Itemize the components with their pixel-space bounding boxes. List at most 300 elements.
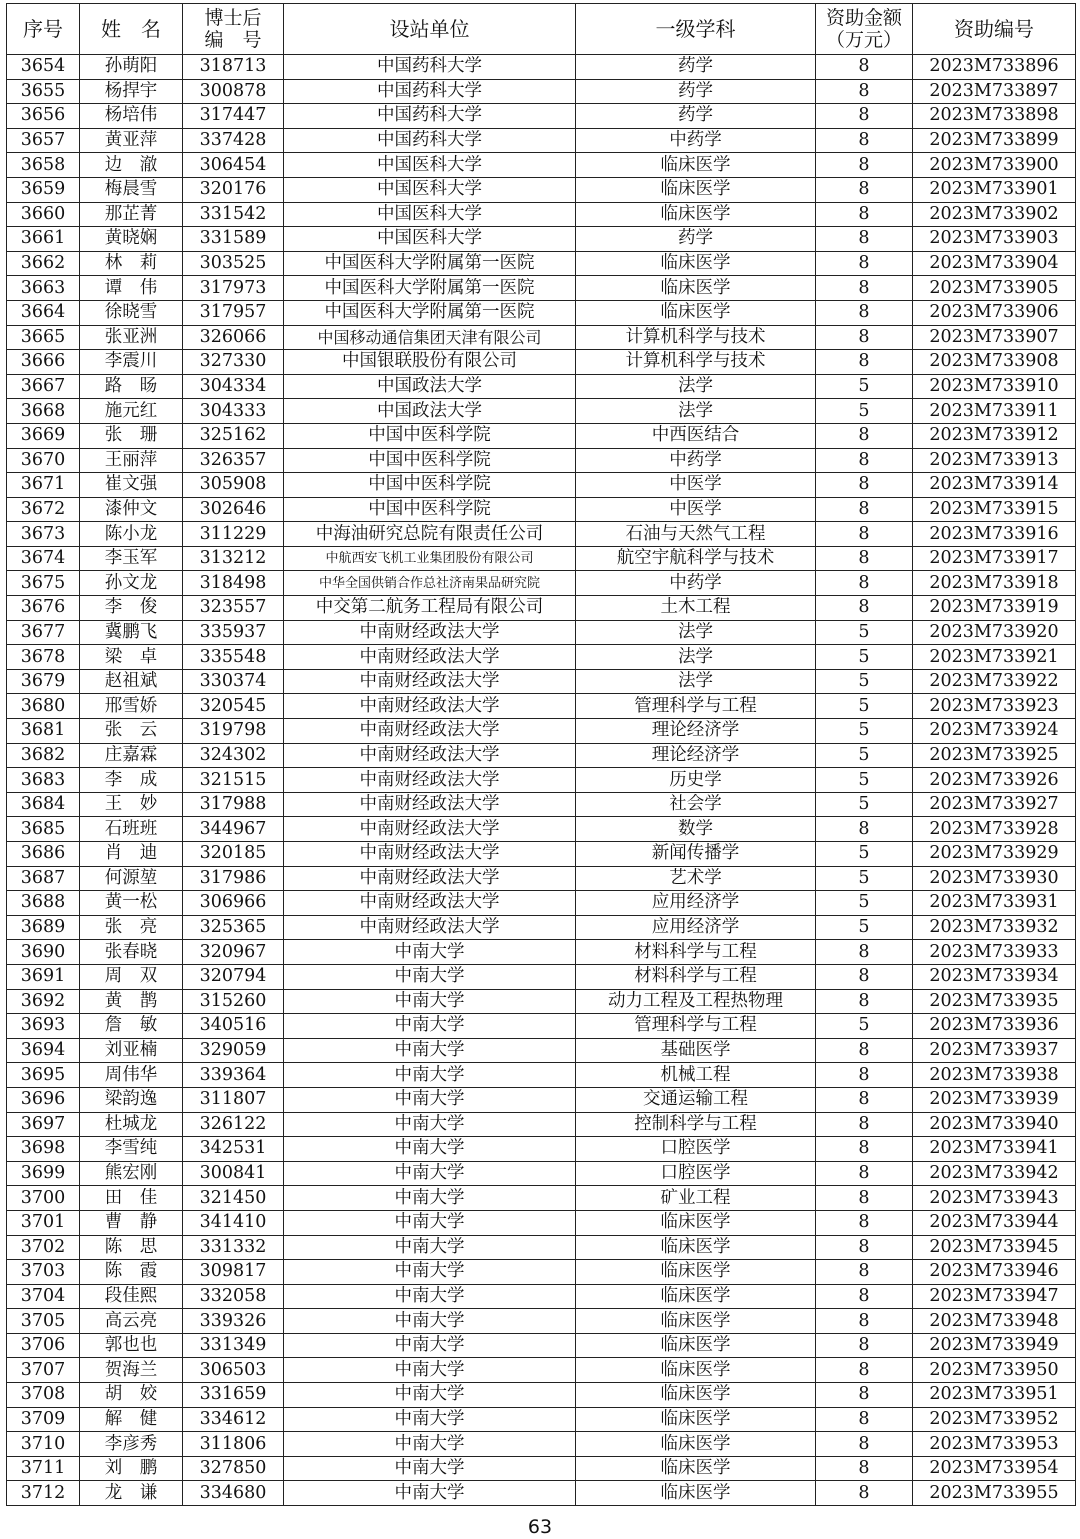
cell-unit: 中南财经政法大学	[284, 694, 576, 719]
cell-seq: 3695	[7, 1063, 80, 1088]
cell-seq: 3691	[7, 964, 80, 989]
cell-name: 李彦秀	[80, 1432, 183, 1457]
cell-postdoc-number: 305908	[183, 473, 284, 498]
cell-subject: 临床医学	[576, 1235, 816, 1260]
cell-amount: 8	[816, 350, 913, 375]
cell-name: 李震川	[80, 350, 183, 375]
cell-unit: 中南大学	[284, 1407, 576, 1432]
cell-seq: 3708	[7, 1383, 80, 1408]
page-number: 63	[527, 1516, 553, 1538]
cell-seq: 3710	[7, 1432, 80, 1457]
cell-grant-number: 2023M733936	[913, 1014, 1076, 1039]
cell-subject: 中西医结合	[576, 423, 816, 448]
cell-grant-number: 2023M733943	[913, 1186, 1076, 1211]
cell-seq: 3664	[7, 300, 80, 325]
cell-grant-number: 2023M733937	[913, 1038, 1076, 1063]
cell-unit: 中南大学	[284, 1235, 576, 1260]
cell-subject: 法学	[576, 645, 816, 670]
cell-grant-number: 2023M733949	[913, 1333, 1076, 1358]
cell-subject: 临床医学	[576, 1210, 816, 1235]
table-row	[7, 276, 1076, 301]
cell-subject: 基础医学	[576, 1038, 816, 1063]
cell-seq: 3698	[7, 1137, 80, 1162]
table-row	[7, 1481, 1076, 1506]
table-row	[7, 743, 1076, 768]
cell-subject: 法学	[576, 399, 816, 424]
table-row	[7, 546, 1076, 571]
cell-name: 张春晓	[80, 940, 183, 965]
cell-name: 贺海兰	[80, 1358, 183, 1383]
cell-seq: 3660	[7, 202, 80, 227]
cell-postdoc-number: 303525	[183, 251, 284, 276]
cell-amount: 5	[816, 374, 913, 399]
table-row	[7, 817, 1076, 842]
cell-unit: 中南财经政法大学	[284, 719, 576, 744]
cell-seq: 3712	[7, 1481, 80, 1506]
cell-grant-number: 2023M733934	[913, 964, 1076, 989]
cell-unit: 中南大学	[284, 940, 576, 965]
cell-grant-number: 2023M733920	[913, 620, 1076, 645]
cell-grant-number: 2023M733942	[913, 1161, 1076, 1186]
cell-amount: 8	[816, 153, 913, 178]
cell-unit: 中南财经政法大学	[284, 891, 576, 916]
cell-grant-number: 2023M733944	[913, 1210, 1076, 1235]
cell-amount: 8	[816, 177, 913, 202]
cell-name: 黄亚萍	[80, 128, 183, 153]
cell-name: 郭也也	[80, 1333, 183, 1358]
cell-name: 杨培伟	[80, 104, 183, 129]
cell-grant-number: 2023M733901	[913, 177, 1076, 202]
cell-subject: 临床医学	[576, 1432, 816, 1457]
cell-postdoc-number: 326357	[183, 448, 284, 473]
cell-postdoc-number: 325162	[183, 423, 284, 448]
cell-grant-number: 2023M733954	[913, 1456, 1076, 1481]
header-postdoc-number-line1: 博士后	[204, 7, 262, 29]
cell-seq: 3667	[7, 374, 80, 399]
cell-grant-number: 2023M733952	[913, 1407, 1076, 1432]
cell-unit: 中国医科大学附属第一医院	[284, 251, 576, 276]
cell-name: 漆仲文	[80, 497, 183, 522]
cell-unit: 中交第二航务工程局有限公司	[284, 596, 576, 621]
cell-grant-number: 2023M733897	[913, 79, 1076, 104]
table-row	[7, 325, 1076, 350]
cell-postdoc-number: 304333	[183, 399, 284, 424]
cell-amount: 8	[816, 522, 913, 547]
cell-name: 施元红	[80, 399, 183, 424]
cell-seq: 3693	[7, 1014, 80, 1039]
cell-name: 田 佳	[80, 1186, 183, 1211]
cell-seq: 3655	[7, 79, 80, 104]
header-grant-number: 资助编号	[913, 4, 1076, 55]
cell-subject: 应用经济学	[576, 891, 816, 916]
cell-amount: 8	[816, 1284, 913, 1309]
table-row	[7, 128, 1076, 153]
cell-grant-number: 2023M733915	[913, 497, 1076, 522]
cell-subject: 材料科学与工程	[576, 964, 816, 989]
cell-subject: 航空宇航科学与技术	[576, 546, 816, 571]
cell-grant-number: 2023M733941	[913, 1137, 1076, 1162]
cell-seq: 3666	[7, 350, 80, 375]
cell-grant-number: 2023M733902	[913, 202, 1076, 227]
cell-subject: 中医学	[576, 497, 816, 522]
cell-subject: 临床医学	[576, 1456, 816, 1481]
cell-grant-number: 2023M733904	[913, 251, 1076, 276]
cell-unit: 中国中医科学院	[284, 423, 576, 448]
cell-postdoc-number: 302646	[183, 497, 284, 522]
cell-unit: 中华全国供销合作总社济南果品研究院	[284, 571, 576, 596]
cell-name: 黄 鹊	[80, 989, 183, 1014]
cell-amount: 8	[816, 251, 913, 276]
cell-seq: 3681	[7, 719, 80, 744]
cell-unit: 中南大学	[284, 1137, 576, 1162]
cell-subject: 口腔医学	[576, 1137, 816, 1162]
cell-amount: 8	[816, 1383, 913, 1408]
cell-name: 徐晓雪	[80, 300, 183, 325]
cell-unit: 中南大学	[284, 1063, 576, 1088]
cell-amount: 8	[816, 1063, 913, 1088]
cell-postdoc-number: 324302	[183, 743, 284, 768]
table-row	[7, 596, 1076, 621]
cell-name: 陈 霞	[80, 1260, 183, 1285]
cell-unit: 中国药科大学	[284, 55, 576, 80]
cell-seq: 3707	[7, 1358, 80, 1383]
cell-subject: 药学	[576, 79, 816, 104]
cell-unit: 中南财经政法大学	[284, 842, 576, 867]
table-row	[7, 202, 1076, 227]
cell-seq: 3671	[7, 473, 80, 498]
cell-grant-number: 2023M733955	[913, 1481, 1076, 1506]
cell-amount: 8	[816, 55, 913, 80]
cell-amount: 8	[816, 497, 913, 522]
table-row	[7, 1038, 1076, 1063]
cell-postdoc-number: 317447	[183, 104, 284, 129]
cell-grant-number: 2023M733921	[913, 645, 1076, 670]
cell-grant-number: 2023M733917	[913, 546, 1076, 571]
cell-unit: 中国政法大学	[284, 374, 576, 399]
cell-seq: 3676	[7, 596, 80, 621]
cell-amount: 8	[816, 1333, 913, 1358]
cell-name: 曹 静	[80, 1210, 183, 1235]
cell-amount: 5	[816, 694, 913, 719]
cell-subject: 计算机科学与技术	[576, 350, 816, 375]
table-row	[7, 473, 1076, 498]
cell-subject: 机械工程	[576, 1063, 816, 1088]
cell-seq: 3654	[7, 55, 80, 80]
cell-postdoc-number: 342531	[183, 1137, 284, 1162]
cell-seq: 3674	[7, 546, 80, 571]
cell-unit: 中国药科大学	[284, 79, 576, 104]
table-row	[7, 227, 1076, 252]
cell-postdoc-number: 332058	[183, 1284, 284, 1309]
cell-subject: 法学	[576, 669, 816, 694]
table-row	[7, 1432, 1076, 1457]
cell-unit: 中南大学	[284, 1383, 576, 1408]
table-row	[7, 423, 1076, 448]
cell-unit: 中南大学	[284, 1186, 576, 1211]
cell-amount: 5	[816, 792, 913, 817]
cell-postdoc-number: 331659	[183, 1383, 284, 1408]
cell-seq: 3662	[7, 251, 80, 276]
cell-subject: 临床医学	[576, 251, 816, 276]
cell-name: 黄晓娴	[80, 227, 183, 252]
cell-subject: 应用经济学	[576, 915, 816, 940]
cell-subject: 管理科学与工程	[576, 694, 816, 719]
cell-seq: 3668	[7, 399, 80, 424]
cell-name: 石班班	[80, 817, 183, 842]
cell-grant-number: 2023M733948	[913, 1309, 1076, 1334]
header-name: 姓 名	[80, 4, 183, 55]
cell-unit: 中南大学	[284, 1087, 576, 1112]
cell-name: 熊宏刚	[80, 1161, 183, 1186]
table-row	[7, 719, 1076, 744]
cell-amount: 8	[816, 1038, 913, 1063]
cell-subject: 理论经济学	[576, 743, 816, 768]
cell-amount: 8	[816, 104, 913, 129]
cell-name: 张 亮	[80, 915, 183, 940]
cell-name: 肖 迪	[80, 842, 183, 867]
cell-amount: 8	[816, 448, 913, 473]
cell-grant-number: 2023M733953	[913, 1432, 1076, 1457]
cell-grant-number: 2023M733935	[913, 989, 1076, 1014]
cell-grant-number: 2023M733946	[913, 1260, 1076, 1285]
cell-name: 王丽萍	[80, 448, 183, 473]
cell-grant-number: 2023M733910	[913, 374, 1076, 399]
cell-grant-number: 2023M733903	[913, 227, 1076, 252]
cell-seq: 3670	[7, 448, 80, 473]
cell-subject: 中医学	[576, 473, 816, 498]
table-row	[7, 842, 1076, 867]
table-row	[7, 1112, 1076, 1137]
cell-unit: 中南大学	[284, 1260, 576, 1285]
cell-seq: 3683	[7, 768, 80, 793]
cell-seq: 3688	[7, 891, 80, 916]
cell-unit: 中南大学	[284, 1333, 576, 1358]
cell-grant-number: 2023M733896	[913, 55, 1076, 80]
cell-grant-number: 2023M733900	[913, 153, 1076, 178]
cell-unit: 中南财经政法大学	[284, 768, 576, 793]
cell-seq: 3659	[7, 177, 80, 202]
cell-subject: 理论经济学	[576, 719, 816, 744]
cell-amount: 5	[816, 866, 913, 891]
cell-subject: 临床医学	[576, 1407, 816, 1432]
cell-grant-number: 2023M733919	[913, 596, 1076, 621]
cell-unit: 中南大学	[284, 1014, 576, 1039]
cell-name: 杜城龙	[80, 1112, 183, 1137]
cell-name: 梁韵逸	[80, 1087, 183, 1112]
cell-name: 谭 伟	[80, 276, 183, 301]
cell-grant-number: 2023M733913	[913, 448, 1076, 473]
cell-seq: 3657	[7, 128, 80, 153]
cell-seq: 3694	[7, 1038, 80, 1063]
cell-postdoc-number: 320176	[183, 177, 284, 202]
cell-seq: 3684	[7, 792, 80, 817]
cell-unit: 中国医科大学附属第一医院	[284, 300, 576, 325]
cell-amount: 8	[816, 227, 913, 252]
table-row	[7, 374, 1076, 399]
cell-amount: 8	[816, 1432, 913, 1457]
cell-name: 陈 思	[80, 1235, 183, 1260]
cell-subject: 计算机科学与技术	[576, 325, 816, 350]
cell-amount: 5	[816, 915, 913, 940]
table-row	[7, 153, 1076, 178]
cell-unit: 中国药科大学	[284, 128, 576, 153]
cell-grant-number: 2023M733899	[913, 128, 1076, 153]
cell-postdoc-number: 331349	[183, 1333, 284, 1358]
cell-name: 胡 姣	[80, 1383, 183, 1408]
cell-amount: 8	[816, 1112, 913, 1137]
cell-seq: 3703	[7, 1260, 80, 1285]
cell-seq: 3678	[7, 645, 80, 670]
cell-name: 李雪纯	[80, 1137, 183, 1162]
cell-postdoc-number: 320967	[183, 940, 284, 965]
cell-subject: 中药学	[576, 571, 816, 596]
table-row	[7, 694, 1076, 719]
cell-grant-number: 2023M733925	[913, 743, 1076, 768]
cell-subject: 法学	[576, 620, 816, 645]
table-row	[7, 645, 1076, 670]
cell-amount: 5	[816, 842, 913, 867]
table-row	[7, 891, 1076, 916]
cell-postdoc-number: 339364	[183, 1063, 284, 1088]
cell-amount: 8	[816, 964, 913, 989]
table-row	[7, 915, 1076, 940]
cell-seq: 3704	[7, 1284, 80, 1309]
cell-postdoc-number: 323557	[183, 596, 284, 621]
cell-amount: 8	[816, 300, 913, 325]
cell-unit: 中国中医科学院	[284, 448, 576, 473]
table-row	[7, 1333, 1076, 1358]
table-row	[7, 300, 1076, 325]
table-row	[7, 669, 1076, 694]
cell-seq: 3669	[7, 423, 80, 448]
cell-subject: 矿业工程	[576, 1186, 816, 1211]
cell-seq: 3682	[7, 743, 80, 768]
cell-subject: 药学	[576, 55, 816, 80]
cell-postdoc-number: 306503	[183, 1358, 284, 1383]
cell-seq: 3705	[7, 1309, 80, 1334]
cell-postdoc-number: 311806	[183, 1432, 284, 1457]
cell-unit: 中南大学	[284, 964, 576, 989]
cell-grant-number: 2023M733932	[913, 915, 1076, 940]
cell-grant-number: 2023M733930	[913, 866, 1076, 891]
header-postdoc-number-line2: 编 号	[204, 29, 262, 51]
cell-unit: 中南大学	[284, 1309, 576, 1334]
funding-list-table	[6, 3, 1076, 1506]
cell-name: 林 莉	[80, 251, 183, 276]
table-row	[7, 1186, 1076, 1211]
cell-postdoc-number: 315260	[183, 989, 284, 1014]
cell-seq: 3702	[7, 1235, 80, 1260]
cell-subject: 药学	[576, 227, 816, 252]
cell-subject: 临床医学	[576, 300, 816, 325]
cell-postdoc-number: 320794	[183, 964, 284, 989]
cell-unit: 中国移动通信集团天津有限公司	[284, 325, 576, 350]
table-row	[7, 792, 1076, 817]
cell-amount: 8	[816, 1137, 913, 1162]
cell-name: 黄一松	[80, 891, 183, 916]
cell-grant-number: 2023M733923	[913, 694, 1076, 719]
cell-grant-number: 2023M733926	[913, 768, 1076, 793]
cell-grant-number: 2023M733931	[913, 891, 1076, 916]
cell-unit: 中国政法大学	[284, 399, 576, 424]
cell-subject: 临床医学	[576, 1333, 816, 1358]
cell-unit: 中南大学	[284, 1456, 576, 1481]
cell-seq: 3673	[7, 522, 80, 547]
table-row	[7, 571, 1076, 596]
table-row	[7, 104, 1076, 129]
cell-amount: 8	[816, 571, 913, 596]
cell-amount: 8	[816, 1186, 913, 1211]
cell-postdoc-number: 331332	[183, 1235, 284, 1260]
cell-unit: 中南财经政法大学	[284, 743, 576, 768]
cell-amount: 8	[816, 1235, 913, 1260]
cell-name: 张亚洲	[80, 325, 183, 350]
cell-seq: 3706	[7, 1333, 80, 1358]
cell-grant-number: 2023M733907	[913, 325, 1076, 350]
cell-seq: 3692	[7, 989, 80, 1014]
cell-grant-number: 2023M733912	[913, 423, 1076, 448]
cell-name: 梁 卓	[80, 645, 183, 670]
cell-amount: 5	[816, 399, 913, 424]
cell-amount: 8	[816, 1481, 913, 1506]
cell-amount: 8	[816, 1260, 913, 1285]
cell-amount: 8	[816, 473, 913, 498]
cell-postdoc-number: 339326	[183, 1309, 284, 1334]
cell-unit: 中国医科大学	[284, 202, 576, 227]
cell-seq: 3663	[7, 276, 80, 301]
cell-postdoc-number: 334680	[183, 1481, 284, 1506]
table-row	[7, 1284, 1076, 1309]
table-row	[7, 620, 1076, 645]
cell-seq: 3699	[7, 1161, 80, 1186]
cell-postdoc-number: 320545	[183, 694, 284, 719]
cell-name: 邢雪娇	[80, 694, 183, 719]
cell-grant-number: 2023M733906	[913, 300, 1076, 325]
cell-subject: 控制科学与工程	[576, 1112, 816, 1137]
cell-subject: 数学	[576, 817, 816, 842]
cell-postdoc-number: 311229	[183, 522, 284, 547]
table-row	[7, 1358, 1076, 1383]
table-row	[7, 1407, 1076, 1432]
cell-grant-number: 2023M733928	[913, 817, 1076, 842]
cell-postdoc-number: 317957	[183, 300, 284, 325]
cell-postdoc-number: 309817	[183, 1260, 284, 1285]
cell-amount: 5	[816, 620, 913, 645]
cell-unit: 中国中医科学院	[284, 473, 576, 498]
cell-seq: 3685	[7, 817, 80, 842]
cell-seq: 3672	[7, 497, 80, 522]
cell-postdoc-number: 326122	[183, 1112, 284, 1137]
table-row	[7, 1210, 1076, 1235]
cell-name: 刘 鹏	[80, 1456, 183, 1481]
cell-seq: 3700	[7, 1186, 80, 1211]
cell-grant-number: 2023M733922	[913, 669, 1076, 694]
cell-seq: 3687	[7, 866, 80, 891]
cell-grant-number: 2023M733947	[913, 1284, 1076, 1309]
cell-subject: 石油与天然气工程	[576, 522, 816, 547]
cell-name: 周伟华	[80, 1063, 183, 1088]
cell-subject: 临床医学	[576, 1260, 816, 1285]
cell-seq: 3675	[7, 571, 80, 596]
cell-postdoc-number: 319798	[183, 719, 284, 744]
cell-postdoc-number: 327330	[183, 350, 284, 375]
table-body	[7, 55, 1076, 1506]
cell-seq: 3689	[7, 915, 80, 940]
cell-grant-number: 2023M733918	[913, 571, 1076, 596]
cell-name: 边 澈	[80, 153, 183, 178]
cell-seq: 3665	[7, 325, 80, 350]
cell-name: 龙 谦	[80, 1481, 183, 1506]
